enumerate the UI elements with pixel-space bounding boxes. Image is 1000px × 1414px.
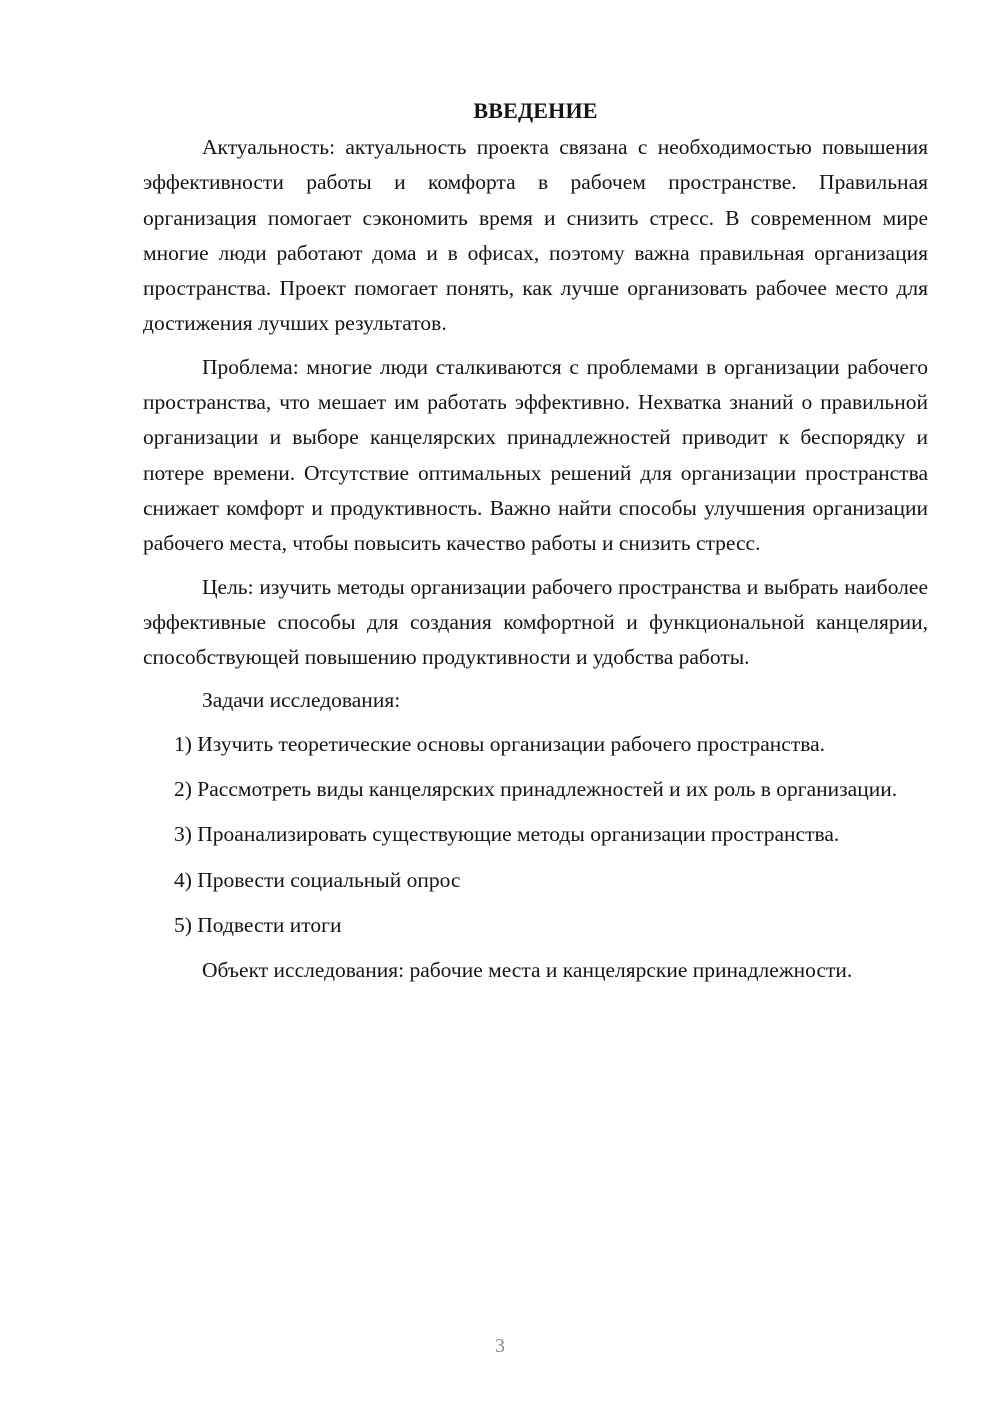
problem-paragraph: Проблема: многие люди сталкиваются с проблемами в организации рабочего пространства, что мешает им работать эффективно. Нехватка знаний о правильной организации и выборе канцелярских принадлежностей приводит к беспорядку и потере времени. Отсутствие оптимальных решений для организации пространства снижает комфорт и продуктивность. Важно найти способы улучшения организации рабочего места, чтобы повысить качество работы и снизить стресс. (143, 354, 928, 556)
tasks-list (143, 727, 928, 943)
goal-paragraph: Цель: изучить методы организации рабочего пространства и выбрать наиболее эффективные способы для создания комфортной и функциональной канцелярии, способствующей повышению продуктивности и удобства работы. (143, 574, 928, 670)
relevance-paragraph: Актуальность: актуальность проекта связана с необходимостью повышения эффективности работы и комфорта в рабочем пространстве. Правильная организация помогает сэкономить время и снизить стресс. В современном мире многие люди работают дома и в офисах, поэтому важна правильная организация пространства. Проект помогает понять, как лучше организовать рабочее место для достижения лучших результатов. (143, 135, 928, 336)
task-item: 2) Рассмотреть виды канцелярских принадлежностей и их роль в организации. (174, 777, 898, 802)
task-item: 1) Изучить теоретические основы организации рабочего пространства. (174, 731, 825, 756)
document-title: ВВЕДЕНИЕ (473, 98, 598, 123)
document-page (143, 96, 928, 997)
page-number: 3 (495, 1335, 505, 1357)
task-item: 4) Провести социальный опрос (174, 867, 461, 892)
tasks-heading: Задачи исследования: (202, 688, 401, 713)
task-item: 5) Подвести итоги (174, 912, 342, 937)
object-paragraph: Объект исследования: рабочие места и канцелярские принадлежности. (202, 958, 853, 983)
task-item: 3) Проанализировать существующие методы организации пространства. (174, 822, 840, 847)
